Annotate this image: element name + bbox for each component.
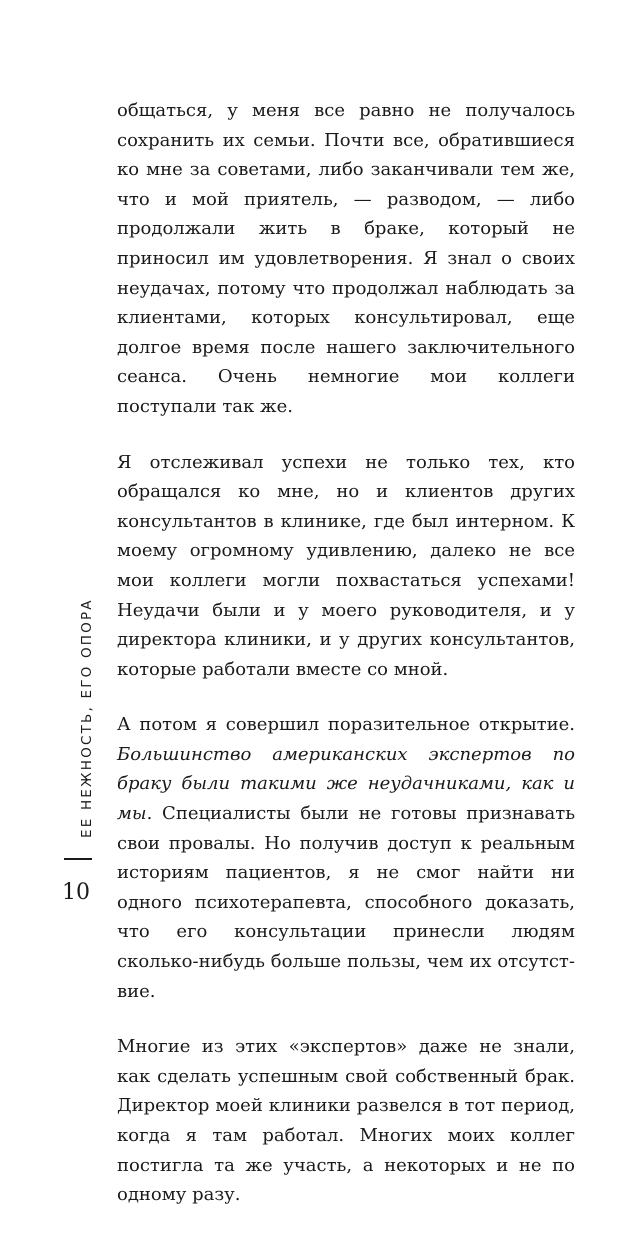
paragraph-3 — [117, 710, 575, 1006]
paragraph-1: общаться, у меня все равно не получалось сохранить их семьи. Почти все, обратившиеся ко мне за советами, либо заканчивали тем же, что и мой приятель, — разводом, — либо продолжали жить в браке, который не приносил им удовлетворения. Я знал о своих неудачах, потому что продолжал наблюдать за клиентами, которых консультировал, еще долгое время после нашего заключительного сеанса. Очень немногие мои коллеги поступали так же. — [117, 100, 575, 417]
page-number: 10 — [62, 880, 90, 905]
running-head: ЕЕ НЕЖНОСТЬ, ЕГО ОПОРА — [79, 598, 95, 838]
paragraph-3-lead: А потом я совершил поразительное открытие. — [117, 714, 575, 736]
paragraph-4: Многие из этих «экспертов» даже не знали, как сделать успешным свой собственный брак. Директор моей клиники развелся в тот период, когда я там работал. Многих моих коллег постигла та же участь, а некоторых и не по одному разу. — [117, 1036, 575, 1206]
paragraph-3-tail: . Специалисты были не готовы признавать свои провалы. Но получив доступ к реальным историям пациентов, я не смог найти ни одного психотерапевта, способного доказать, что его консультации принесли людям сколько-нибудь больше пользы, чем их отсутствие. — [117, 803, 575, 1002]
folio-rule — [64, 858, 92, 860]
body-text — [117, 96, 575, 1236]
paragraph-2: Я отслеживал успехи не только тех, кто обращался ко мне, но и клиентов других консультантов в клинике, где был интерном. К моему огромному удивлению, далеко не все мои коллеги могли похвастаться успехами! Неудачи были и у моего руководителя, и у директора клиники, и у других консультантов, которые работали вместе со мной. — [117, 451, 575, 680]
paragraph-3-emphasis: Большинство американских экспертов по браку были такими же неудачниками, как и мы — [117, 743, 575, 825]
